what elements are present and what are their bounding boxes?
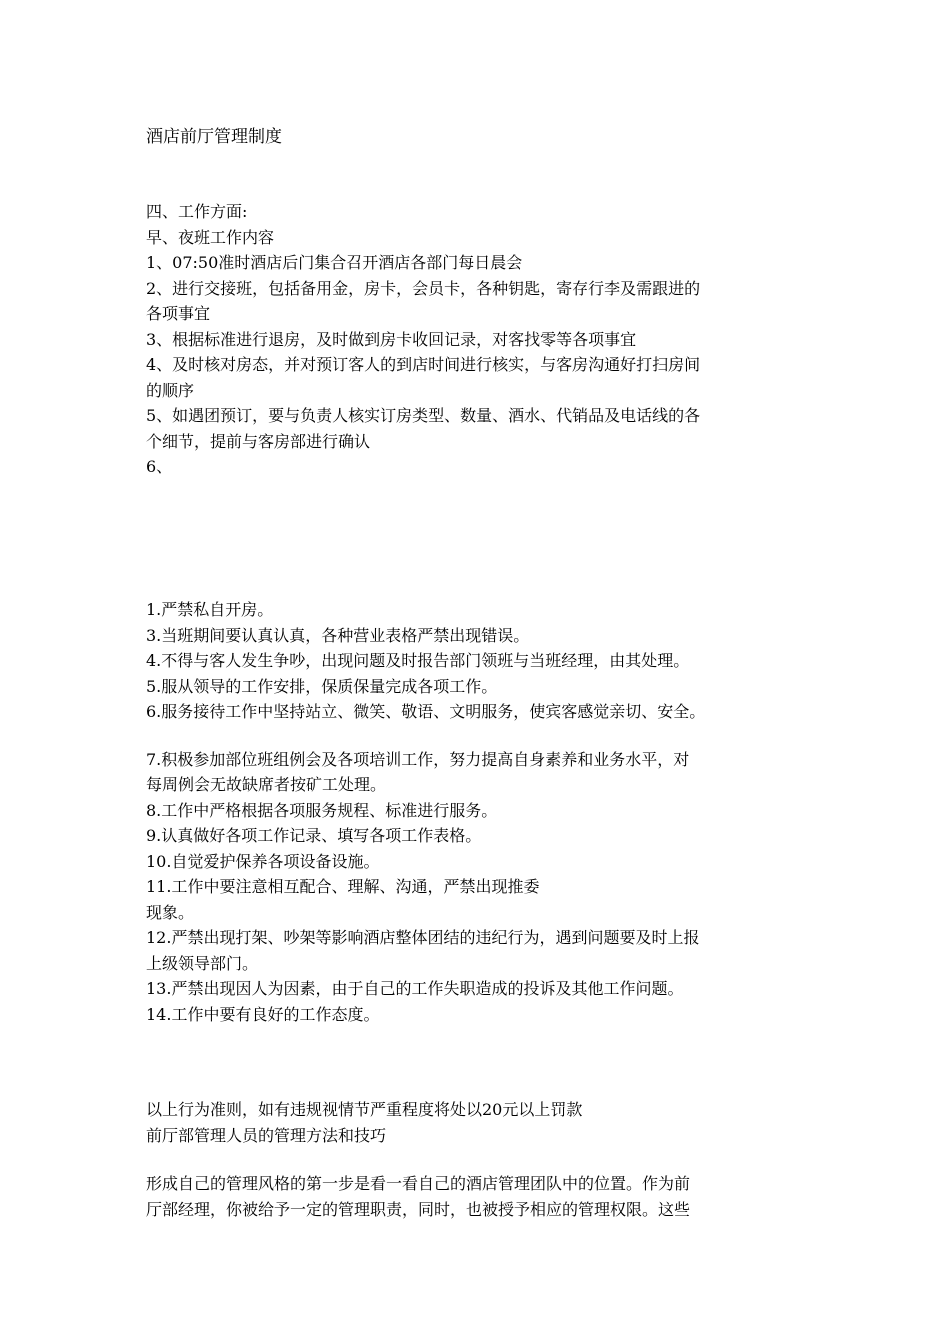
work-line: 3、根据标准进行退房，及时做到房卡收回记录，对客找零等各项事宜 xyxy=(146,329,637,349)
intro-line: 厅部经理，你被给予一定的管理职责，同时，也被授予相应的管理权限。这些 xyxy=(146,1199,691,1219)
work-section xyxy=(146,199,816,480)
work-line: 的顺序 xyxy=(146,380,195,400)
work-line: 2、进行交接班，包括备用金，房卡，会员卡，各种钥匙，寄存行李及需跟进的 xyxy=(146,278,701,298)
rule-line: 现象。 xyxy=(146,902,195,922)
work-line: 四、工作方面: xyxy=(146,202,248,221)
document-title: 酒店前厅管理制度 xyxy=(146,127,282,147)
rule-line: 7.积极参加部位班组例会及各项培训工作，努力提高自身素养和业务水平，对 xyxy=(146,749,690,769)
work-line: 1、07:50准时酒店后门集合召开酒店各部门每日晨会 xyxy=(146,253,523,272)
rule-line: 9.认真做好各项工作记录、填写各项工作表格。 xyxy=(146,826,482,845)
rule-line: 11.工作中要注意相互配合、理解、沟通，严禁出现推委 xyxy=(146,877,540,896)
work-line: 5、如遇团预订，要与负责人核实订房类型、数量、酒水、代销品及电话线的各 xyxy=(146,406,701,425)
paragraph-gap xyxy=(146,725,816,747)
intro-line: 形成自己的管理风格的第一步是看一看自己的酒店管理团队中的位置。作为前 xyxy=(146,1174,691,1193)
closing-section xyxy=(146,1097,816,1148)
work-line: 早、夜班工作内容 xyxy=(146,227,275,247)
rule-line: 12.严禁出现打架、吵架等影响酒店整体团结的违纪行为，遇到问题要及时上报 xyxy=(146,928,700,947)
closing-line: 前厅部管理人员的管理方法和技巧 xyxy=(146,1125,387,1145)
rule-line: 10.自觉爱护保养各项设备设施。 xyxy=(146,851,380,871)
rules-section xyxy=(146,597,816,1027)
intro-paragraph xyxy=(146,1171,816,1222)
work-line: 6、 xyxy=(146,457,173,476)
rule-line: 8.工作中严格根据各项服务规程、标准进行服务。 xyxy=(146,800,498,820)
rule-line: 6.服务接待工作中坚持站立、微笑、敬语、文明服务，使宾客感觉亲切、安全。 xyxy=(146,702,706,721)
work-line: 各项事宜 xyxy=(146,304,211,323)
rule-line: 上级领导部门。 xyxy=(146,953,259,973)
rule-line: 每周例会无故缺席者按矿工处理。 xyxy=(146,775,387,794)
rule-line: 1.严禁私自开房。 xyxy=(146,600,274,619)
work-line: 个细节，提前与客房部进行确认 xyxy=(146,431,371,451)
rule-line: 3.当班期间要认真认真，各种营业表格严禁出现错误。 xyxy=(146,625,530,645)
rule-line: 5.服从领导的工作安排，保质保量完成各项工作。 xyxy=(146,676,498,696)
rule-line: 13.严禁出现因人为因素，由于自己的工作失职造成的投诉及其他工作问题。 xyxy=(146,979,684,998)
rule-line: 4.不得与客人发生争吵，出现问题及时报告部门领班与当班经理，由其处理。 xyxy=(146,651,690,670)
work-line: 4、及时核对房态，并对预订客人的到店时间进行核实，与客房沟通好打扫房间 xyxy=(146,355,701,374)
rule-line: 14.工作中要有良好的工作态度。 xyxy=(146,1004,380,1024)
closing-line: 以上行为准则，如有违规视情节严重程度将处以20元以上罚款 xyxy=(146,1100,583,1119)
